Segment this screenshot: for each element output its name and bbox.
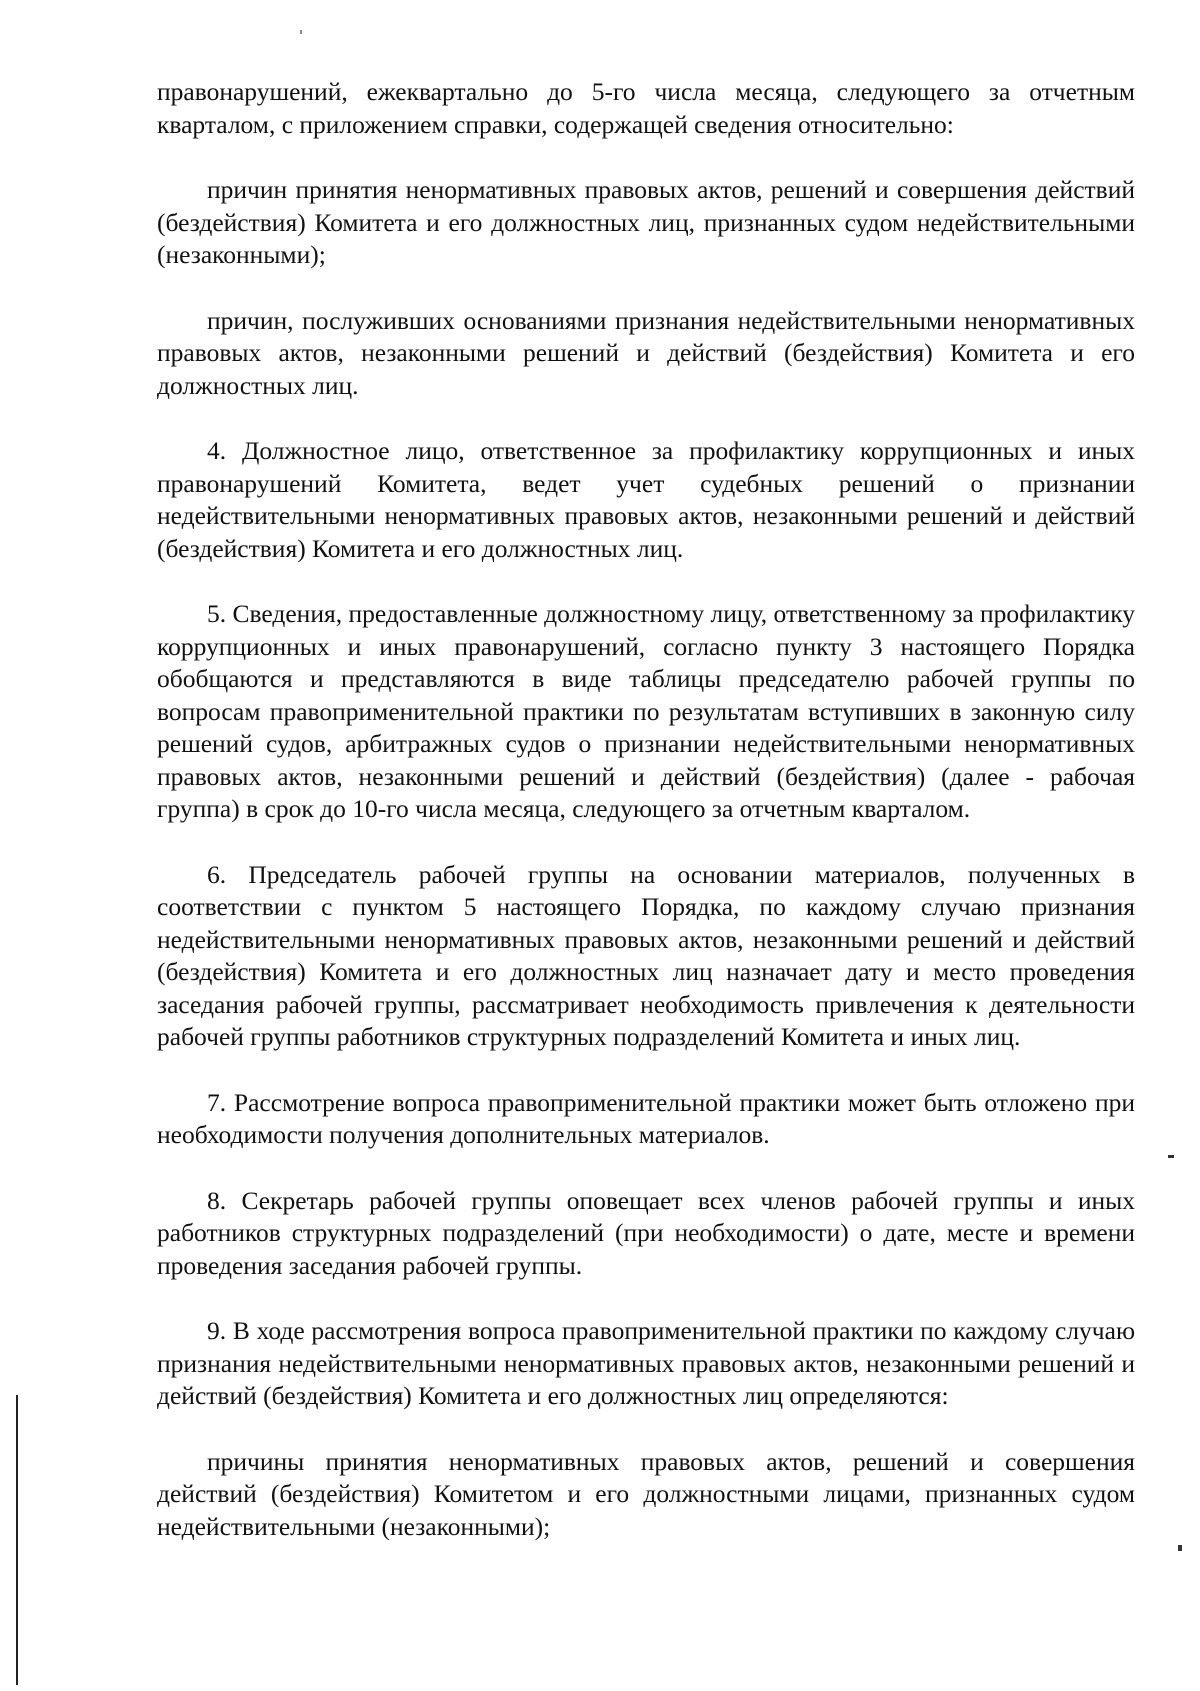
document-page	[157, 76, 1135, 1576]
scan-speck-right	[1168, 1155, 1174, 1158]
paragraph-reasons-adoption: причин принятия ненормативных правовых актов, решений и совершения действий (бездействия) Комитета и его должностных лиц, признанных судом недействительными (незаконными);	[157, 175, 1135, 269]
scan-edge-line	[16, 1395, 18, 1685]
paragraph-item-9: 9. В ходе рассмотрения вопроса правоприменительной практики по каждому случаю признания недействительными ненормативных правовых актов, незаконными решений и действий (бездействия) Комитета и его должностных лиц определяются:	[157, 1316, 1135, 1410]
paragraph-item-5: 5. Сведения, предоставленные должностному лицу, ответственному за профилактику коррупционных и иных правонарушений, согласно пункту 3 настоящего Порядка обобщаются и представляются в виде таблицы председателю рабочей группы по вопросам правоприменительной практики по результатам вступивших в законную силу решений судов, арбитражных судов о признании недействительными ненормативных правовых актов, незаконными решений и действий (бездействия) (далее - рабочая группа) в срок до 10-го числа месяца, следующего за отчетным кварталом.	[157, 599, 1135, 823]
scan-speck-bottom-right	[1178, 1545, 1182, 1551]
scan-speck-top	[300, 30, 302, 34]
paragraph-reasons-committee: причины принятия ненормативных правовых актов, решений и совершения действий (бездействия) Комитетом и его должностными лицами, признанных судом недействительными (незаконными);	[157, 1446, 1135, 1541]
paragraph-continuation: правонарушений, ежеквартально до 5-го числа месяца, следующего за отчетным кварталом, с приложением справки, содержащей сведения относительно:	[157, 77, 1135, 139]
paragraph-item-6: 6. Председатель рабочей группы на основании материалов, полученных в соответствии с пунктом 5 настоящего Порядка, по каждому случаю признания недействительными ненормативных правовых актов, незаконными решений и действий (бездействия) Комитета и его должностных лиц назначает дату и место проведения заседания рабочей группы, рассматривает необходимость привлечения к деятельности рабочей группы работников структурных подразделений Комитета и иных лиц.	[157, 859, 1135, 1051]
paragraph-item-4: 4. Должностное лицо, ответственное за профилактику коррупционных и иных правонарушений Комитета, ведет учет судебных решений о признании недействительными ненормативных правовых актов, незаконными решений и действий (бездействия) Комитета и его должностных лиц.	[157, 436, 1135, 563]
paragraph-item-7: 7. Рассмотрение вопроса правоприменительной практики может быть отложено при необходимости получения дополнительных материалов.	[157, 1087, 1135, 1149]
paragraph-item-8: 8. Секретарь рабочей группы оповещает всех членов рабочей группы и иных работников структурных подразделений (при необходимости) о дате, месте и времени проведения заседания рабочей группы.	[157, 1185, 1135, 1280]
paragraph-reasons-grounds: причин, послуживших основаниями признания недействительными ненормативных правовых актов, незаконными решений и действий (бездействия) Комитета и его должностных лиц.	[157, 305, 1135, 400]
